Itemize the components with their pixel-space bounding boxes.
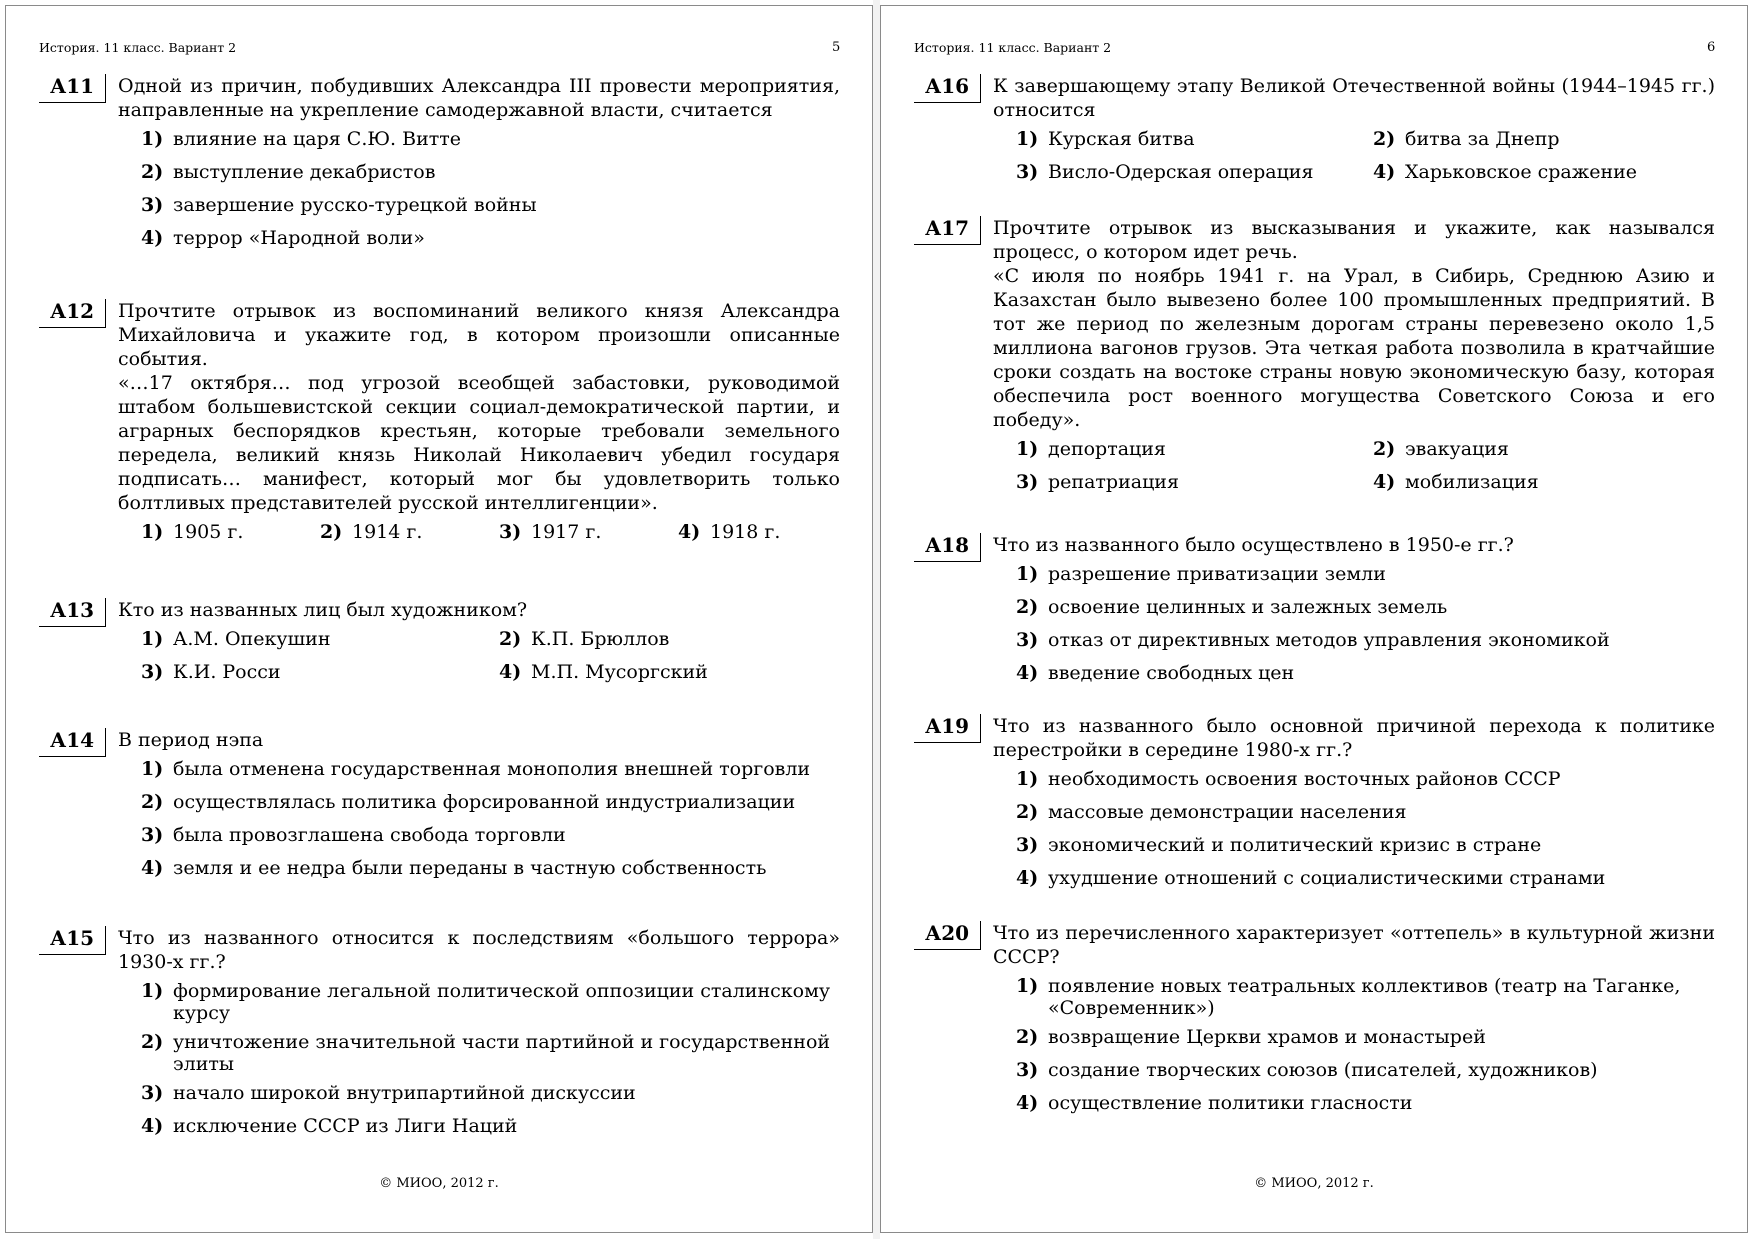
question-text: Прочтите отрывок из воспоминаний великого князя Александра Михайловича и укажите год, в котором произошли описанные события. (118, 300, 840, 370)
question-label: А11 (39, 74, 106, 103)
page-right: История. 11 класс. Вариант 2 6 А16 К завершающему этапу Великой Отечественной войны (1944–1945 гг.) относится 1) Курская битва 2) битва за Днепр 3) Висло-Одерская операция 4) Харьковское сражение А17 Прочтите отрывок из высказывания и укажите, как назывался процесс, о котором идет речь. «С июля по ноябрь 1941 г. на Урал, в Сибирь, Среднюю Азию и Казахстан было вывезено более 100 промышленных предприятий. В тот же период по железным дорогам страны перевезено около 1,5 миллиона вагонов грузов. Эта четкая работа позволила в кратчайшие сроки создать на востоке страны новую экономическую базу, которая обеспечила рост военного могущества Советского Союза и его победу». 1) депортация 2) эвакуация 3) репатриация 4) мобилизация А18 Что из названного было осуществлено в 1950-е гг.? 1) разрешение приватизации земли 2) освоение целинных и залежных земель 3) отказ от директивных методов управления экономикой 4) введение свободных цен А19 Что из названного было основной причиной перехода к политике перестройки в середине 1980-х гг.? 1) необходимость освоения восточных районов СССР 2) массовые демонстрации населения 3) экономический и политический кризис в стране 4) ухудшение отношений с социалистическими странами А20 Что из перечисленного характеризует «оттепель» в культурной жизни СССР? 1) появление новых театральных коллективов (театр на Таганке, «Современник») 2) возвращение Церкви храмов и монастырей 3) создание творческих союзов (писателей, художников) 4) осуществление политики гласности © МИОО, 2012 г. (880, 5, 1748, 1233)
question-text: Прочтите отрывок из высказывания и укажите, как назывался процесс, о котором идет речь. (993, 217, 1715, 263)
question-label: А20 (914, 921, 981, 950)
question-text: В период нэпа (118, 729, 264, 751)
question-text: Одной из причин, побудивших Александра III провести мероприятия, направленные на укрепление самодержавной власти, считается (118, 75, 840, 121)
question-text: К завершающему этапу Великой Отечественной войны (1944–1945 гг.) относится (993, 75, 1715, 121)
question-text: Кто из названных лиц был художником? (118, 599, 528, 621)
question-label: А12 (39, 299, 106, 328)
page-footer: © МИОО, 2012 г. (379, 1176, 499, 1191)
question-text: Что из перечисленного характеризует «оттепель» в культурной жизни СССР? (993, 922, 1715, 968)
question-label: А13 (39, 598, 106, 627)
question-label: А18 (914, 533, 981, 562)
question-text: Что из названного относится к последствиям «большого террора» 1930-х гг.? (118, 927, 840, 973)
page-number: 6 (1707, 40, 1716, 55)
question-label: А14 (39, 728, 106, 757)
question-label: А19 (914, 714, 981, 743)
source-quote: «…17 октября… под угрозой всеобщей забастовки, руководимой штабом большевистской секции социал-демократической партии, и аграрных беспорядков крестьян, которые требовали земельного передела, великий князь Николай Николаевич убедил государя подписать… манифест, который мог бы удовлетворить только болтливых представителей русской интеллигенции». (118, 372, 840, 514)
source-quote: «С июля по ноябрь 1941 г. на Урал, в Сибирь, Среднюю Азию и Казахстан было вывезено более 100 промышленных предприятий. В тот же период по железным дорогам страны перевезено около 1,5 миллиона вагонов грузов. Эта четкая работа позволила в кратчайшие сроки создать на востоке страны новую экономическую базу, которая обеспечила рост военного могущества Советского Союза и его победу». (993, 265, 1715, 431)
question-label: А16 (914, 74, 981, 103)
running-header: История. 11 класс. Вариант 2 (39, 40, 237, 55)
running-header: История. 11 класс. Вариант 2 (914, 40, 1112, 55)
page-number: 5 (832, 40, 841, 55)
question-text: Что из названного было осуществлено в 1950-е гг.? (993, 534, 1514, 556)
page-gutter (873, 0, 880, 1239)
page-footer: © МИОО, 2012 г. (1254, 1176, 1374, 1191)
page-left: История. 11 класс. Вариант 2 5 А11 Одной из причин, побудивших Александра III провести мероприятия, направленные на укрепление самодержавной власти, считается 1) влияние на царя С.Ю. Витте 2) выступление декабристов 3) завершение русско-турецкой войны 4) террор «Народной воли» А12 Прочтите отрывок из воспоминаний великого князя Александра Михайловича и укажите год, в котором произошли описанные события. «…17 октября… под угрозой всеобщей забастовки, руководимой штабом большевистской секции социал-демократической партии, и аграрных беспорядков крестьян, которые требовали земельного передела, великий князь Николай Николаевич убедил государя подписать… манифест, который мог бы удовлетворить только болтливых представителей русской интеллигенции». 1) 1905 г. 2) 1914 г. 3) 1917 г. 4) 1918 г. А13 Кто из названных лиц был художником? 1) А.М. Опекушин 2) К.П. Брюллов 3) К.И. Росси 4) М.П. Мусоргский А14 В период нэпа 1) была отменена государственная монополия внешней торговли 2) осуществлялась политика форсированной индустриализации 3) была провозглашена свобода торговли 4) земля и ее недра были переданы в частную собственность А15 Что из названного относится к последствиям «большого террора» 1930-х гг.? 1) формирование легальной политической оппозиции сталинскому курсу 2) уничтожение значительной части партийной и государственной элиты 3) начало широкой внутрипартийной дискуссии 4) исключение СССР из Лиги Наций © МИОО, 2012 г. (5, 5, 873, 1233)
question-label: А15 (39, 926, 106, 955)
question-text: Что из названного было основной причиной перехода к политике перестройки в середине 1980-х гг.? (993, 715, 1715, 761)
question-label: А17 (914, 216, 981, 245)
